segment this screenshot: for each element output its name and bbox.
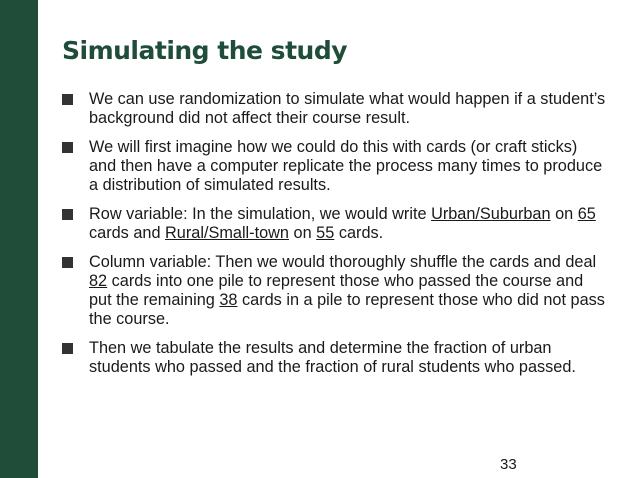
underlined-count-urban: 65: [577, 205, 596, 223]
bullet-text: We can use randomization to simulate what would happen if a student’s background did not affect their course result.: [89, 90, 606, 127]
bullet-row-variable: [62, 205, 607, 243]
bullet-list: [62, 90, 607, 387]
text-segment: Column variable: Then we would thoroughly shuffle the cards and deal: [89, 253, 597, 271]
square-bullet-icon: [62, 142, 73, 153]
underlined-term-urban: Urban/Suburban: [431, 205, 551, 223]
square-bullet-icon: [62, 94, 73, 105]
slide-title: Simulating the study: [62, 36, 348, 65]
accent-bar: [0, 0, 38, 478]
text-segment: cards into one pile to represent those who passed the course and put the remaining: [89, 272, 584, 309]
bullet-randomization: [62, 90, 607, 128]
text-segment: on: [550, 205, 578, 223]
square-bullet-icon: [62, 257, 73, 268]
text-segment: cards in a pile to represent those who did not pass the course.: [89, 291, 605, 328]
text-segment: on: [289, 224, 317, 242]
bullet-text: [89, 205, 596, 242]
square-bullet-icon: [62, 343, 73, 354]
text-segment: cards and: [89, 224, 166, 242]
page-number: 33: [500, 456, 517, 473]
bullet-text: We will first imagine how we could do this with cards (or craft sticks) and then have a computer replicate the process many times to produce a distribution of simulated results.: [89, 138, 603, 194]
bullet-text: [89, 253, 605, 328]
underlined-count-passed: 82: [89, 272, 108, 290]
bullet-text: Then we tabulate the results and determine the fraction of urban students who passed and the fraction of rural students who passed.: [89, 339, 576, 376]
underlined-term-rural: Rural/Small-town: [165, 224, 289, 242]
text-segment: Row variable: In the simulation, we would write: [89, 205, 432, 223]
bullet-cards: [62, 138, 607, 195]
underlined-count-not-passed: 38: [219, 291, 238, 309]
text-segment: cards.: [334, 224, 384, 242]
square-bullet-icon: [62, 209, 73, 220]
bullet-tabulate: [62, 339, 607, 377]
bullet-column-variable: [62, 253, 607, 329]
underlined-count-rural: 55: [316, 224, 335, 242]
